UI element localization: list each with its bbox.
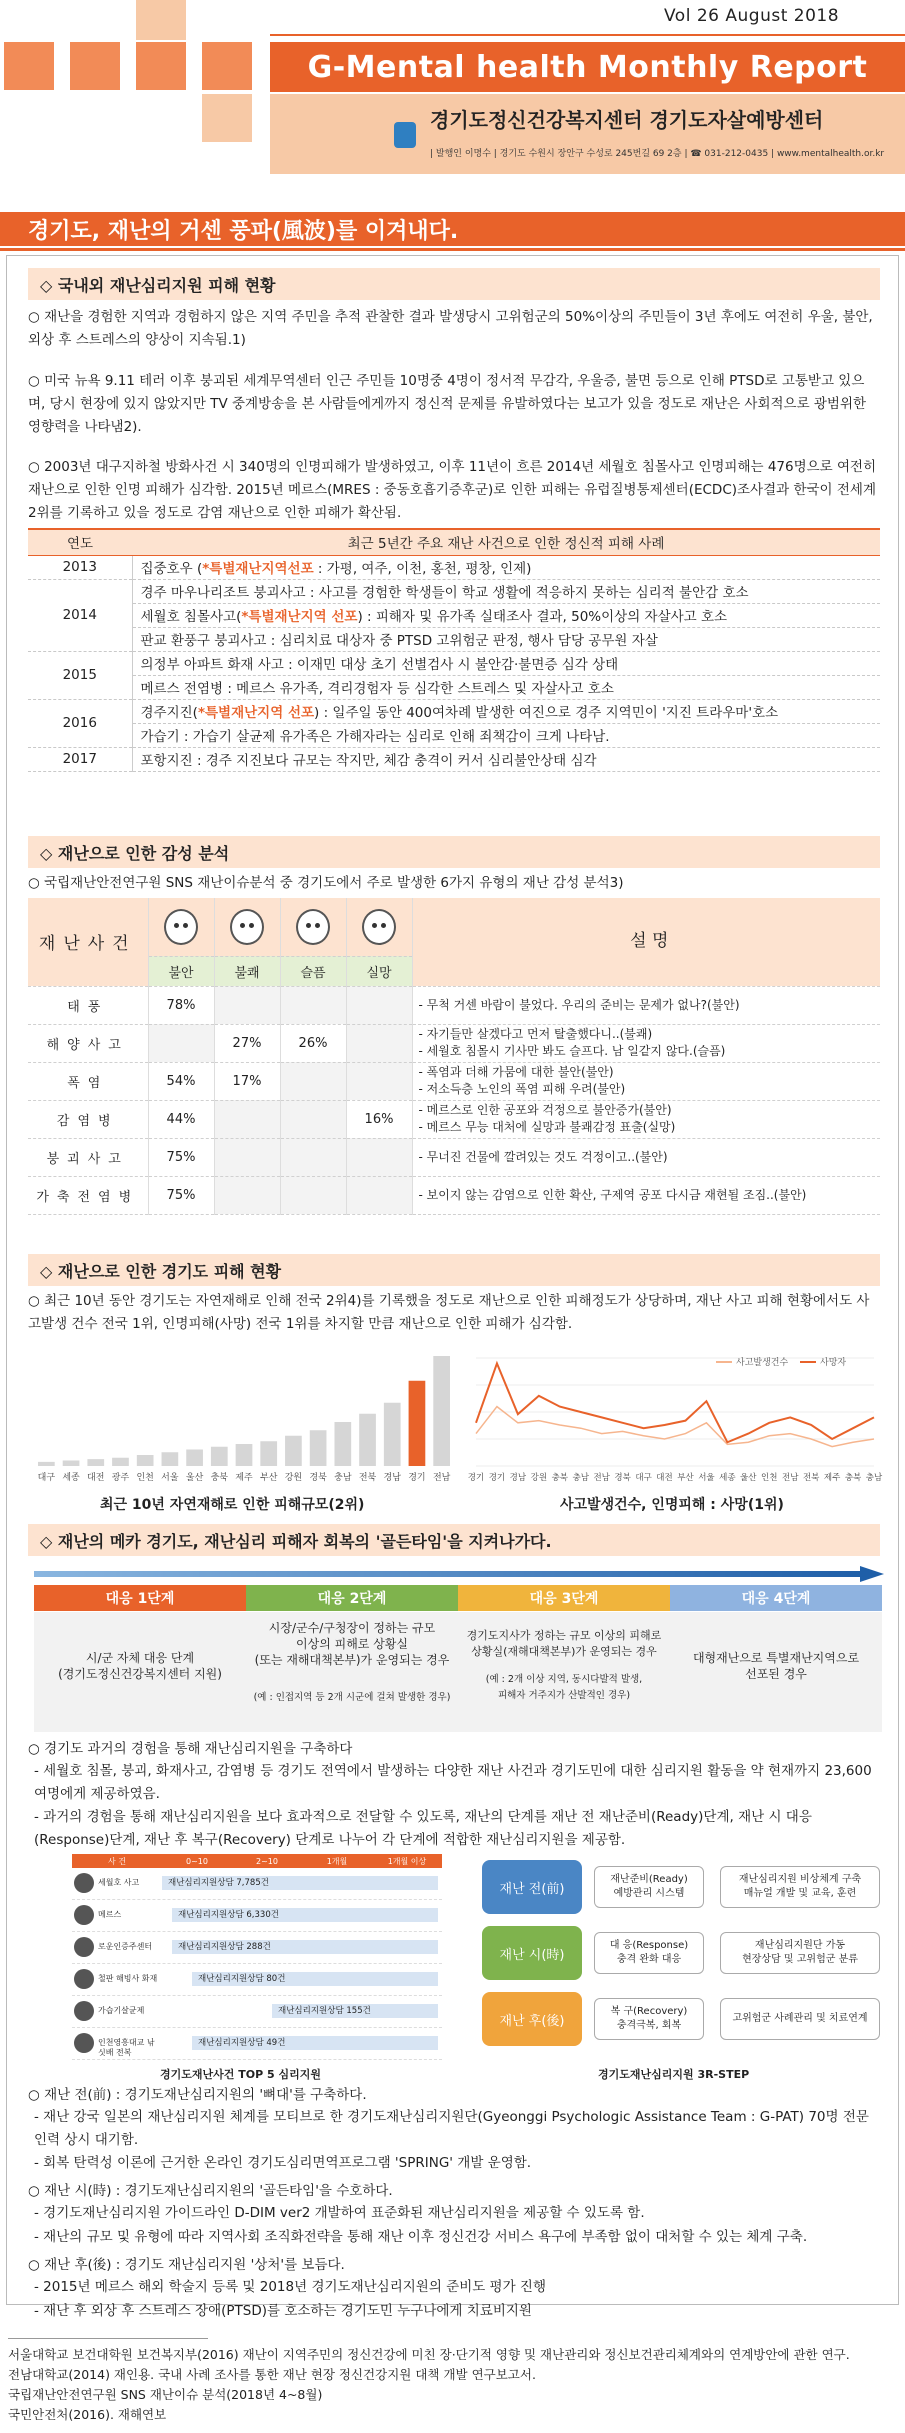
event-name: 폭염 [28,1062,148,1100]
event-name: 세월호 사고 [98,1878,140,1887]
phase-2-label: 대응 2단계 [246,1585,458,1611]
emotion-value [280,1100,346,1138]
emotion-value [346,1024,412,1062]
bullet-paragraph: ○ 미국 뉴욕 9.11 테러 이후 붕괴된 세계무역센터 인근 주민들 10명중 4명이 정서적 무감각, 우울증, 불면 등으로 인해 PTSD로 고통받고 있으며, 당시 현장에 있지 않았지만 TV 중계방송을 본 사람들에게까지 정신적 문제를 유발하였다는 보고가 있을 정도로 재난은 사회적으로 광범위한 영향력을 나타냄2). [28,373,867,435]
category-label: 대전 [87,1473,105,1483]
emotion-value: 17% [214,1062,280,1100]
category-label: 경기 [467,1473,485,1483]
event-name: 감염병 [28,1100,148,1138]
deco-square [4,42,54,90]
legend-label: 사고발생건수 [736,1358,789,1368]
case-cell: 메르스 전염병 : 메르스 유가족, 격리경험자 등 심각한 스트레스 및 자살사고 호소 [132,675,880,699]
deco-square [136,0,186,40]
description-line: - 무척 거센 바람이 불었다. 우리의 준비는 문제가 없나?(불안) [418,997,740,1012]
category-label: 부산 [677,1473,694,1483]
category-label: 충남 [865,1473,883,1483]
description-cell [412,1176,880,1214]
table-row [28,651,880,675]
emotion-label: 실망 [346,956,412,986]
figure-header-cell: 2~10 [256,1856,278,1866]
footnote: 국민안전처(2016). 재해연보 [8,2407,167,2422]
chart-caption: 사고발생건수, 인명피해 : 사망(1위) [560,1497,784,1513]
emotion-value [214,1176,280,1214]
bar [334,1422,351,1466]
event-icon [74,1969,94,1989]
phase-4-label: 대응 4단계 [670,1585,882,1611]
emotion-value [214,1138,280,1176]
year-cell: 2013 [28,555,132,579]
phase-3-example: (예 : 2개 이상 지역, 동시다발적 발생, 피해자 거주지가 산발적인 경우) [485,1674,643,1701]
category-label: 경북 [614,1473,631,1483]
support-bar: 재난심리지원상담 6,330건 [172,1908,438,1922]
step-action-box: 재난심리지원 비상체계 구축 매뉴얼 개발 및 교육, 훈련 [720,1866,880,1908]
step-phase-box: 재난준비(Ready) 예방관리 시스템 [594,1866,704,1908]
category-label: 강원 [530,1473,548,1483]
bullet-paragraph: ○ 국립재난안전연구원 SNS 재난이슈분석 중 경기도에서 주로 발생한 6가지 유형의 재난 감성 분석3) [28,875,624,891]
case-cell: 경주지진(*특별재난지역 선포) : 일주일 동안 400여차례 발생한 여진으로 경주 지역민이 '지진 트라우마'호소 [132,699,880,723]
category-label: 울산 [740,1473,757,1483]
bar [162,1452,179,1466]
paragraph-text: 미국 뉴욕 9.11 테러 이후 붕괴된 세계무역센터 인근 주민들 10명중 4명이 정서적 무감각, 우울증, 불면 등으로 인해 PTSD로 고통받고 있으며, 당시 현장에 있지 않았지만 TV 중계방송을 본 사람들에게까지 정신적 문제를 유발하였다는 보고가 있을 정도로 재난은 사회적으로 광범위한 영향력을 나타냄2). [28,373,867,435]
step-action-box: 고위험군 사례관리 및 치료연계 [720,1998,880,2040]
event-name: 로운인증주센터 [98,1942,153,1951]
bar [186,1450,203,1467]
description-cell [412,1024,880,1062]
bar [87,1459,104,1466]
year-cell: 2015 [28,651,132,699]
emotion-value: 75% [148,1176,214,1214]
emotion-analysis-table [28,898,880,1215]
report-banner: G-Mental health Monthly Report [270,42,905,92]
description-cell [412,1062,880,1100]
sub-bullet: - 재난 후 외상 후 스트레스 장애(PTSD)를 호소하는 경기도민 누구나에게 치료비지원 [34,2303,532,2319]
bullet-paragraph: ○ 재난 전(前) : 경기도재난심리지원의 '뼈대'를 구축하다. [28,2087,367,2103]
sub-bullet: - 경기도재난심리지원 가이드라인 D-DIM ver2 개발하여 표준화된 재난심리지원을 제공할 수 있도록 함. [34,2205,645,2221]
figure-header-cell: 1개월 이상 [387,1856,427,1866]
event-icon [74,1905,94,1925]
table-row [28,627,880,651]
bar [137,1455,154,1466]
table-row [28,747,880,771]
table-header-row [28,529,880,555]
phase-4-desc: 대형재난으로 특별재난지역으로 선포된 경우 [692,1651,860,1681]
bar [236,1444,253,1466]
support-bar: 재난심리지원상담 155건 [272,2004,438,2018]
phase-2-desc: 시장/군수/구청장이 정하는 규모 이상의 피해로 상황실 (또는 재해대책본부)가 운영되는 경우 [254,1621,450,1667]
description-cell [412,1100,880,1138]
sub-bullet: - 재난의 규모 및 유형에 따라 지역사회 조직화전략을 통해 재난 이후 정신건강 서비스 욕구에 부족함 없이 대처할 수 있는 체계 구축. [34,2229,808,2245]
paragraph-text: 재난을 경험한 지역과 경험하지 않은 지역 주민을 추적 관찰한 결과 발생당시 고위험군의 50%이상의 주민들이 3년 후에도 여전히 우울, 불안, 외상 후 스트레스의 양상이 지속됨.1) [28,309,873,348]
figure-row [72,1996,442,2028]
figure-header-cell: 사 건 [108,1856,126,1866]
emotion-value [148,1024,214,1062]
emotion-label: 불안 [148,956,214,986]
step-phase-box: 복 구(Recovery) 충격극복, 회복 [594,1998,704,2040]
page-title: 경기도, 재난의 거센 풍파(風波)를 이겨내다. [28,219,459,244]
year-cell: 2017 [28,747,132,771]
footnote-divider [8,2338,208,2339]
emotion-value [346,1176,412,1214]
natural-disaster-bar-chart [34,1348,454,1488]
bar [384,1403,401,1466]
category-label: 충남 [572,1473,589,1483]
step-action-box: 재난심리지원단 가동 현장상담 및 고위험군 분류 [720,1932,880,1974]
description-line: - 세월호 침몰시 기사만 봐도 슬프다. 남 일같지 않다.(슬픔) [418,1044,726,1058]
bullet-paragraph: ○ 경기도 과거의 경험을 통해 재난심리지원을 구축하다 [28,1741,353,1757]
description-line: - 메르스로 인한 공포와 걱정으로 불안증가(불안) [418,1103,672,1117]
figure-row [72,1932,442,1964]
emotion-value [346,1138,412,1176]
bar [433,1356,450,1466]
upset-face-icon [214,898,280,956]
bullet-paragraph: ○ 재난을 경험한 지역과 경험하지 않은 지역 주민을 추적 관찰한 결과 발생당시 고위험군의 50%이상의 주민들이 3년 후에도 여전히 우울, 불안, 외상 후 스트레스의 양상이 지속됨.1) [28,309,873,348]
category-label: 경북 [309,1473,327,1483]
bar [359,1414,376,1466]
legend-label: 사망자 [820,1358,847,1368]
emotion-value: 75% [148,1138,214,1176]
category-label: 서울 [698,1473,715,1483]
table-row [28,675,880,699]
step-label: 재난 전(前) [482,1860,582,1914]
title-rule [0,248,905,251]
sub-bullet: - 회복 탄력성 이론에 근거한 온라인 경기도심리면역프로그램 'SPRING' 개발 운영함. [34,2155,532,2171]
description-cell [412,1138,880,1176]
emotion-value [214,1100,280,1138]
event-icon [74,1873,94,1893]
category-label: 대구 [37,1473,56,1483]
series-line [476,1363,874,1442]
event-name: 붕괴사고 [28,1138,148,1176]
table-row [28,1024,880,1062]
description-line: - 저소득층 노인의 폭염 피해 우려(불안) [418,1082,626,1096]
organization-name: 경기도정신건강복지센터 경기도자살예방센터 [430,108,824,132]
footnote: 서울대학교 보건대학원 보건복지부(2016) 재난이 지역주민의 정신건강에 미친 장·단기적 영향 및 재난관리와 정신보건관리체계와의 연계방안에 관한 연구. [8,2347,850,2362]
category-label: 경기 [488,1473,506,1483]
section-heading: ◇ 재난의 메카 경기도, 재난심리 피해자 회복의 '골든타임'을 지켜나가다. [28,1524,880,1556]
event-name: 해양사고 [28,1024,148,1062]
disappointed-face-icon [346,898,412,956]
support-bar: 재난심리지원상담 80건 [192,1972,438,1986]
event-name: 철판 해빙사 화재 [98,1974,158,1983]
phase-3-desc: 경기도지사가 정하는 규모 이상의 피해로 상황실(재해대책본부)가 운영되는 경우 [466,1629,662,1658]
deco-square [202,94,252,142]
phase-2-example: (예 : 인접지역 등 2개 시군에 걸쳐 발생한 경우) [253,1692,451,1703]
category-label: 충북 [844,1473,862,1483]
event-name: 가습기살균제 [98,2006,145,2015]
category-label: 제주 [823,1473,841,1483]
phase-1-desc: 시/군 자체 대응 단계 (경기도정신건강복지센터 지원) [58,1651,222,1681]
category-label: 세종 [719,1473,736,1483]
category-label: 전남 [781,1473,799,1483]
case-cell: 경주 마우나리조트 붕괴사고 : 사고를 경험한 학생들이 학교 생활에 적응하지 못하는 심리적 불안감 호소 [132,579,880,603]
category-label: 인천 [761,1473,778,1483]
emotion-value: 54% [148,1062,214,1100]
bar [260,1441,277,1466]
table-row [28,555,880,579]
category-label: 충북 [210,1473,228,1483]
figure-row [72,1900,442,1932]
category-label: 대구 [635,1473,652,1483]
chart-caption: 최근 10년 자연재해로 인한 피해규모(2위) [100,1497,365,1513]
emotion-label: 불쾌 [214,956,280,986]
paragraph-text: 2003년 대구지하철 방화사건 시 340명의 인명피해가 발생하였고, 이후 11년이 흐른 2014년 세월호 침몰사고 인명피해는 476명으로 여전히 재난으로 인한 인명 피해가 심각함. 2015년 메르스(MRES : 중동호흡기증후군)로 인한 피해는 유럽질병통제센터(ECDC)조사결과 한국이 전세계 2위를 기록하고 있을 정도로 감염 재난으로 인한 피해가 확산됨. [28,459,877,521]
event-name: 인천영흥대교 낚싯배 전복 [98,2038,155,2057]
category-label: 대전 [656,1473,673,1483]
step-label: 재난 후(後) [482,1992,582,2046]
category-label: 충남 [334,1473,352,1483]
phase-3-label: 대응 3단계 [458,1585,670,1611]
worried-face-icon [148,898,214,956]
step-phase-box: 대 응(Response) 충격 완화 대응 [594,1932,704,1974]
category-label: 경기 [408,1473,426,1483]
table-row [28,1062,880,1100]
event-icon [74,2033,94,2053]
center-logo-icon [394,122,416,148]
description-line: - 메르스 무능 대처에 실망과 불쾌감정 표출(실망) [418,1120,676,1134]
emotion-value [280,1138,346,1176]
sub-bullet: - 2015년 메르스 해외 학술지 등록 및 2018년 경기도재난심리지원의 준비도 평가 진행 [34,2279,547,2295]
accident-line-chart [466,1348,884,1488]
table-row [28,1100,880,1138]
column-header: 설 명 [412,898,880,986]
category-label: 전북 [802,1473,820,1483]
sub-bullet: - 세월호 침몰, 붕괴, 화재사고, 감염병 등 경기도 전역에서 발생하는 다양한 재난 사건과 경기도민에 대한 심리지원 활동을 약 현재까지 23,600여명에게 제공하였음. [34,1763,872,1802]
figure-row [72,2028,442,2060]
event-name: 가축전염병 [28,1176,148,1214]
case-cell: 의정부 아파트 화재 사고 : 이재민 대상 초기 선별검사 시 불안감·불면증 심각 상태 [132,651,880,675]
footnote: 전남대학교(2014) 재인용. 국내 사례 조사를 통한 재난 현장 정신건강지원 대책 개발 연구보고서. [8,2367,536,2382]
case-cell: 판교 환풍구 붕괴사고 : 심리치료 대상자 중 PTSD 고위험군 판정, 행사 담당 공무원 자살 [132,627,880,651]
emotion-value [346,986,412,1024]
step-label: 재난 시(時) [482,1926,582,1980]
event-name: 태풍 [28,986,148,1024]
bar [409,1381,426,1466]
bullet-paragraph: ○ 최근 10년 동안 경기도는 자연재해로 인해 전국 2위4)를 기록했을 정도로 재난으로 인한 피해정도가 상당하며, 재난 사고 피해 현황에서도 사고발생 건수 전국 1위, 인명피해(사망) 전국 1위를 차지할 만큼 재난으로 인한 피해가 심각함. [28,1293,870,1332]
table-row [28,723,880,747]
description-cell [412,986,880,1024]
column-header: 연도 [28,529,132,555]
emotion-value: 26% [280,1024,346,1062]
category-label: 충북 [551,1473,569,1483]
bar [38,1462,55,1466]
event-name: 메르스 [98,1910,122,1919]
footnote: 국립재난안전연구원 SNS 재난이슈 분석(2018년 4~8월) [8,2387,323,2402]
bar [112,1458,129,1466]
support-bar: 재난심리지원상담 7,785건 [162,1876,438,1890]
figure-caption: 경기도재난사건 TOP 5 심리지원 [160,2068,321,2081]
sub-bullet: - 재난 강국 일본의 재난심리지원 체계를 모티브로 한 경기도재난심리지원단(Gyeonggi Psychologic Assistance Team : G-PAT) 70명 전문인력 상시 대기함. [34,2109,869,2148]
description-line: - 폭염과 더해 가뭄에 대한 불안(불안) [418,1065,614,1079]
bullet-paragraph: ○ 재난 후(後) : 경기도 재난심리지원 '상처'를 보듬다. [28,2257,345,2273]
event-icon [74,2001,94,2021]
case-cell: 집중호우 (*특별재난지역선포 : 가평, 여주, 이천, 홍천, 평창, 인제) [132,555,880,579]
description-line: - 무너진 건물에 깔려있는 것도 걱정이고..(불안) [418,1149,668,1164]
3r-step-figure [482,1860,882,2060]
bar [63,1461,80,1467]
emotion-value: 16% [346,1100,412,1138]
emotion-value [280,1062,346,1100]
table-row [28,986,880,1024]
emotion-value [346,1062,412,1100]
emotion-value: 44% [148,1100,214,1138]
table-row [28,603,880,627]
section-heading: ◇ 재난으로 인한 감성 분석 [28,836,880,868]
figure-caption: 경기도재난심리지원 3R-STEP [598,2068,750,2081]
category-label: 제주 [235,1473,253,1483]
bar [310,1430,327,1466]
table-row [28,1176,880,1214]
top5-support-figure [72,1854,442,2064]
table-row [28,699,880,723]
publisher-address: | 발행인 이명수 | 경기도 수원시 장안구 수성로 245번길 69 2층 | ☎ 031-212-0435 | www.mentalhealth.or.kr [430,149,885,159]
phase-1-label: 대응 1단계 [34,1585,246,1611]
case-cell: 세월호 침몰사고(*특별재난지역 선포) : 피해자 및 유가족 실태조사 결과, 50%이상의 자살사고 호소 [132,603,880,627]
disaster-cases-table [28,528,880,772]
category-label: 부산 [260,1473,278,1483]
timeline-arrow-icon [34,1566,884,1582]
deco-square [136,42,186,90]
deco-square [202,42,252,90]
support-bar: 재난심리지원상담 288건 [172,1940,438,1954]
emotion-value [214,986,280,1024]
category-label: 광주 [111,1473,130,1483]
bullet-paragraph: ○ 2003년 대구지하철 방화사건 시 340명의 인명피해가 발생하였고, 이후 11년이 흐른 2014년 세월호 침몰사고 인명피해는 476명으로 여전히 재난으로 인한 인명 피해가 심각함. 2015년 메르스(MRES : 중동호흡기증후군)로 인한 피해는 유럽질병통제센터(ECDC)조사결과 한국이 전세계 2위를 기록하고 있을 정도로 감염 재난으로 인한 피해가 확산됨. [28,459,877,521]
emotion-value: 27% [214,1024,280,1062]
year-cell: 2014 [28,579,132,651]
category-label: 인천 [136,1473,154,1483]
emotion-value [280,986,346,1024]
bullet-paragraph: ○ 재난 시(時) : 경기도재난심리지원의 '골든타임'을 수호하다. [28,2183,393,2199]
event-icon [74,1937,94,1957]
category-label: 전남 [432,1473,451,1483]
section-heading: ◇ 재난으로 인한 경기도 피해 현황 [28,1254,880,1286]
emotion-value [280,1176,346,1214]
category-label: 경남 [383,1473,401,1483]
figure-row [72,1964,442,1996]
category-label: 전남 [593,1473,610,1483]
figure-row [72,1868,442,1900]
category-label: 강원 [284,1473,303,1483]
category-label: 세종 [62,1473,80,1483]
sub-bullet: - 과거의 경험을 통해 재난심리지원을 보다 효과적으로 전달할 수 있도록, 재난의 단계를 재난 전 재난준비(Ready)단계, 재난 시 대응(Response)단계, 재난 후 복구(Recovery) 단계로 나누어 각 단계에 적합한 재난심리지원을 제공함. [34,1809,812,1848]
description-line: - 보이지 않는 감염으로 인한 확산, 구제역 공포 다시금 재현될 조짐..(불안) [418,1187,807,1202]
column-header: 최근 5년간 주요 재난 사건으로 인한 정신적 피해 사례 [132,529,880,555]
figure-header [72,1854,442,1868]
case-cell: 포항지진 : 경주 지진보다 규모는 작지만, 체감 충격이 커서 심리불안상태 심각 [132,747,880,771]
case-cell: 가습기 : 가습기 살균제 유가족은 가해자라는 심리로 인해 죄책감이 크게 나타남. [132,723,880,747]
table-header-row [28,898,880,956]
column-header: 재난사건 [28,898,148,986]
bar [285,1436,302,1466]
volume-date: Vol 26 August 2018 [664,6,840,26]
header-rule [270,34,905,36]
category-label: 울산 [185,1473,204,1483]
category-label: 경남 [509,1473,527,1483]
paragraph-text: 국립재난안전연구원 SNS 재난이슈분석 중 경기도에서 주로 발생한 6가지 유형의 재난 감성 분석3) [44,875,624,891]
year-cell: 2016 [28,699,132,747]
bar [211,1447,228,1466]
table-row [28,1138,880,1176]
category-label: 서울 [161,1473,179,1483]
support-bar: 재난심리지원상담 49건 [192,2036,438,2050]
description-line: - 자기들만 살겠다고 먼저 탈출했다니..(불쾌) [418,1027,653,1041]
table-row [28,579,880,603]
section-heading: ◇ 국내외 재난심리지원 피해 현황 [28,268,880,300]
emotion-label: 슬픔 [280,956,346,986]
deco-square [70,42,120,90]
paragraph-text: 최근 10년 동안 경기도는 자연재해로 인해 전국 2위4)를 기록했을 정도로 재난으로 인한 피해정도가 상당하며, 재난 사고 피해 현황에서도 사고발생 건수 전국 1위, 인명피해(사망) 전국 1위를 차지할 만큼 재난으로 인한 피해가 심각함. [28,1293,870,1332]
sad-face-icon [280,898,346,956]
figure-header-cell: 0~10 [186,1856,208,1866]
emotion-value: 78% [148,986,214,1024]
category-label: 전북 [358,1473,377,1483]
figure-header-cell: 1개월 [326,1856,348,1866]
